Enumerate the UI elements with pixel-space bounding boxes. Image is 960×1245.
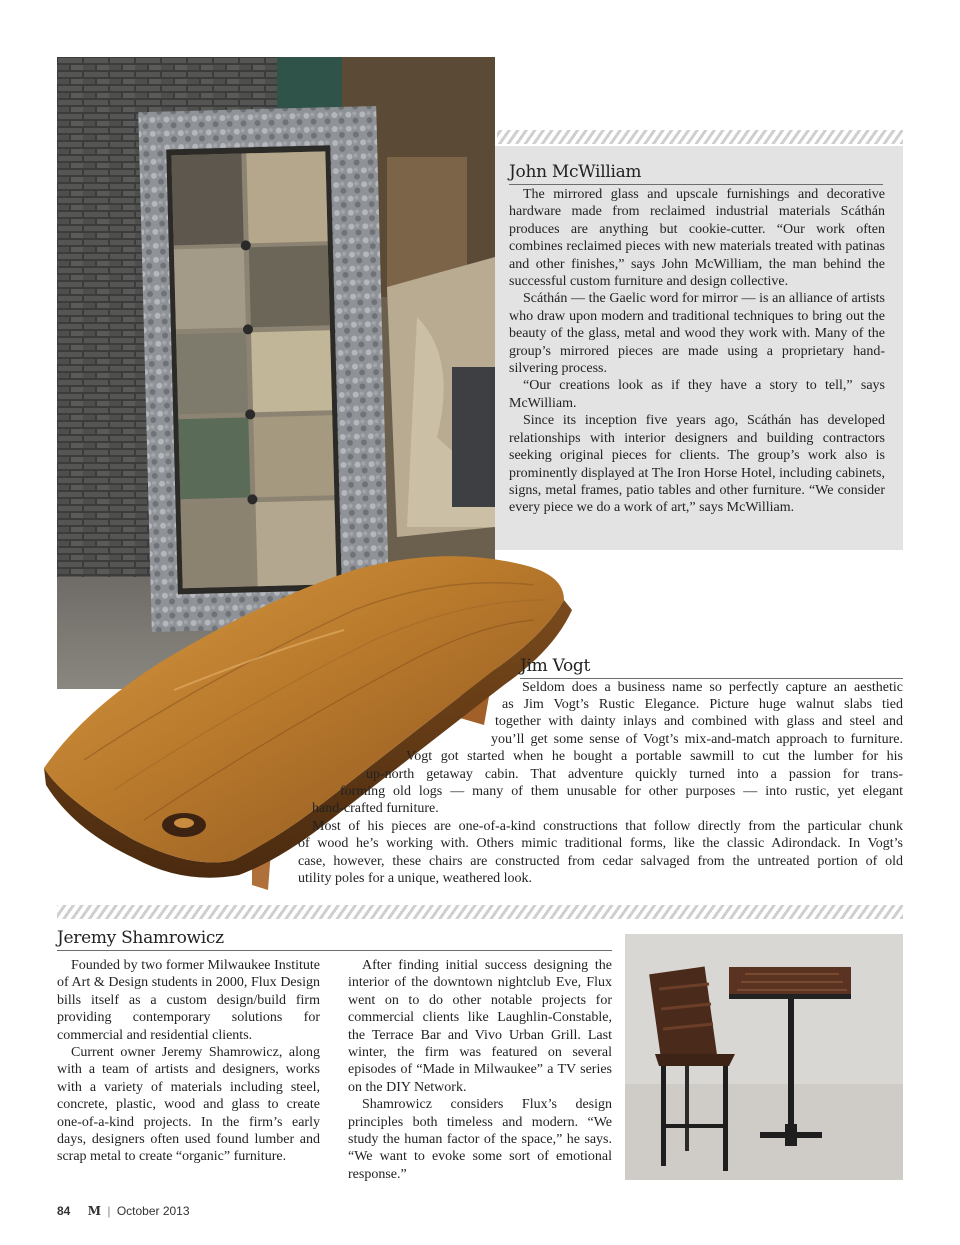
vogt-line: you’ll get some sense of Vogt’s mix-and-match approach to furniture. xyxy=(491,732,903,747)
page-number: 84 xyxy=(57,1204,71,1218)
vogt-line: together with dainty inlays and combined with glass and steel and xyxy=(495,714,903,729)
mcwilliam-body xyxy=(509,186,885,517)
mcwilliam-heading: John McWilliam xyxy=(509,162,883,185)
vogt-line: Vogt got started when he bought a portable sawmill to cut the lumber for his xyxy=(406,749,903,764)
vogt-line: as Jim Vogt’s Rustic Elegance. Picture huge walnut slabs tied xyxy=(502,697,903,712)
issue-date: October 2013 xyxy=(116,1204,190,1218)
vogt-heading: Jim Vogt xyxy=(520,656,903,679)
shamrowicz-heading: Jeremy Shamrowicz xyxy=(57,928,612,951)
paragraph: Shamrowicz considers Flux’s design principles both timeless and modern. “We study the human factor of the space,” he says. “We want to evoke some sort of emotional response.” xyxy=(348,1097,612,1182)
footer-separator: | xyxy=(107,1204,111,1218)
vogt-line: utility poles for a unique, weathered look. xyxy=(298,871,533,886)
shamrowicz-column-2 xyxy=(348,957,612,1183)
vogt-line: case, however, these chairs are constructed from cedar salvaged from the untreated portion of old xyxy=(298,854,903,869)
paragraph: The mirrored glass and upscale furnishings and decorative hardware made from reclaimed industrial materials Scáthán produces are anything but cookie-cutter. “Our work often combines reclaimed pieces with new materials treated with patinas and other finishes,” says John McWilliam, the man behind the successful custom furniture and design collective. xyxy=(509,187,885,290)
vogt-line: hand-crafted furniture. xyxy=(312,801,439,816)
mcwilliam-panel xyxy=(495,146,903,550)
paragraph: After finding initial success designing the interior of the downtown nightclub Eve, Flux went on to do other notable projects for commercial clients like Laughlin-Constable, the Terrace Bar and Vivo Urban Grill. Last winter, the firm was featured on several episodes of “Made in Milwaukee” a TV series on the DIY Network. xyxy=(348,958,612,1095)
section-divider-top xyxy=(497,130,903,144)
vogt-line: of wood he’s working with. Others mimic traditional forms, like the classic Adirondack. In Vogt’s xyxy=(298,836,903,851)
vogt-line: up-north getaway cabin. That adventure quickly turned into a passion for trans- xyxy=(366,767,903,782)
paragraph: “Our creations look as if they have a story to tell,” says McWilliam. xyxy=(509,378,885,411)
paragraph: Current owner Jeremy Shamrowicz, along with a team of artists and designers, works with a variety of materials including steel, concrete, plastic, wood and glass to create one-of-a-kind projects. In the firm’s early days, designers often used found lumber and scrap metal to create “organic” furniture. xyxy=(57,1045,320,1165)
paragraph: Scáthán — the Gaelic word for mirror — is an alliance of artists who draw upon modern and traditional techniques to bring out the beauty of the glass, metal and wood they work with. Many of the group’s mirrored pieces are made using a proprietary hand-silvering process. xyxy=(509,291,885,377)
vogt-line: Seldom does a business name so perfectly capture an aesthetic xyxy=(522,680,903,695)
page-footer xyxy=(57,1204,190,1218)
vogt-line: Most of his pieces are one-of-a-kind constructions that follow directly from the particular chunk xyxy=(312,819,903,834)
magazine-logo: M xyxy=(87,1204,101,1218)
paragraph: Since its inception five years ago, Scáthán has developed relationships with interior designers and building contractors seeking original pieces for clients. The group’s work also is prominently displayed at The Iron Horse Hotel, including cabinets, signs, metal frames, patio tables and other furniture. “We consider every piece we do a work of art,” says McWilliam. xyxy=(509,413,885,516)
vogt-line: forming old logs — many of them unusable for other purposes — into rustic, yet elegant xyxy=(340,784,903,799)
section-divider-bottom xyxy=(57,905,903,919)
shamrowicz-column-1 xyxy=(57,957,320,1166)
stool-table-photo xyxy=(625,934,903,1180)
paragraph: Founded by two former Milwaukee Institute of Art & Design students in 2000, Flux Design bills itself as a custom design/build firm providing contemporary solutions for commercial and residential clients. xyxy=(57,958,320,1043)
